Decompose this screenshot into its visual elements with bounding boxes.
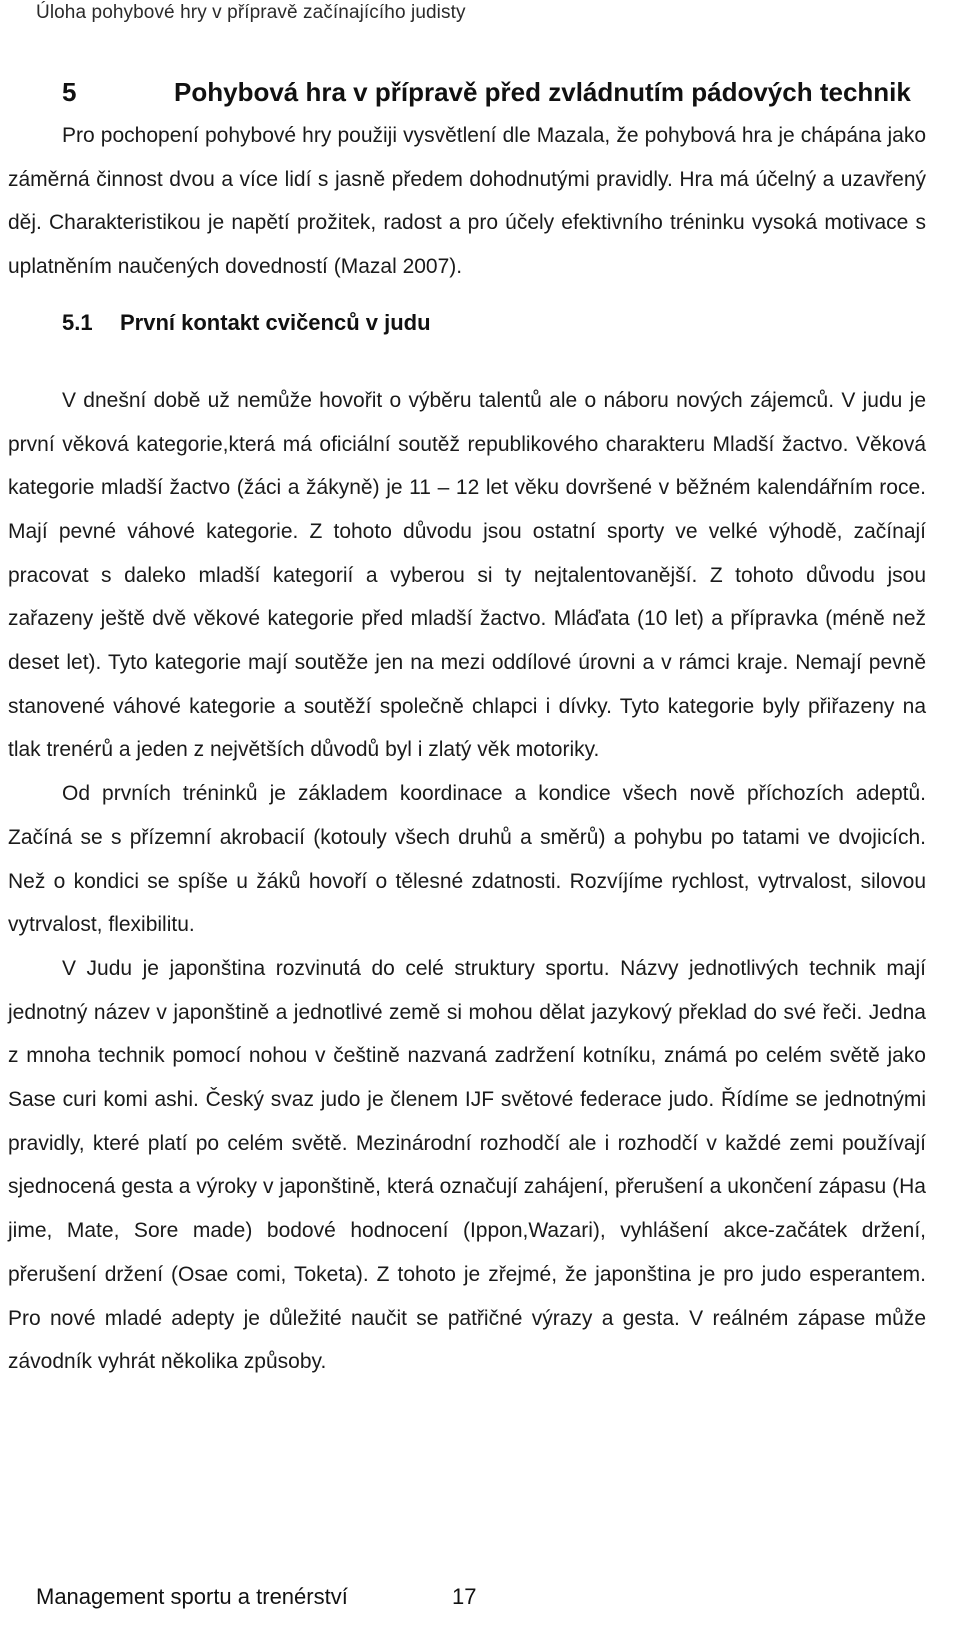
section-paragraph-1: V dnešní době už nemůže hovořit o výběru talentů ale o náboru nových zájemců. V judu je první věková kategorie,která má oficiální soutěž republikového charakteru Mladší žactvo. Věková kategorie mladší žactvo (žáci a žákyně) je 11 – 12 let věku dovršené v běžném kalendářním roce. Mají pevné váhové kategorie. Z tohoto důvodu jsou ostatní sporty ve velké výhodě, začínají pracovat s daleko mladší kategorií a vyberou si ty nejtalentovanější. Z tohoto důvodu jsou zařazeny ještě dvě věkové kategorie před mladší žactvo. Mláďata (10 let) a přípravka (méně než deset let). Tyto kategorie mají soutěže jen na mezi oddílové úrovni a v rámci kraje. Nemají pevně stanovené váhové kategorie a soutěží společně chlapci i dívky. Tyto kategorie byly přiřazeny na tlak trenérů a jeden z největších důvodů byl i zlatý věk motoriky. — [8, 388, 926, 762]
running-footer: Management sportu a trenérství — [36, 1584, 348, 1609]
section-paragraph-2: Od prvních tréninků je základem koordinace a kondice všech nově příchozích adeptů. Začíná se s přízemní akrobacií (kotouly všech druhů a směrů) a pohybu po tatami ve dvojicích. Než o kondici se spíše u žáků hovoří o tělesné zdatnosti. Rozvíjíme rychlost, vytrvalost, silovou vytrvalost, flexibilitu. — [8, 782, 926, 937]
chapter-number: 5 — [62, 77, 77, 107]
section-number: 5.1 — [62, 309, 93, 335]
section-title: První kontakt cvičenců v judu — [120, 309, 431, 335]
page-content — [8, 70, 926, 1384]
spacer — [8, 289, 926, 301]
running-header: Úloha pohybové hry v přípravě začínajícího judisty — [36, 2, 466, 23]
section-heading — [8, 301, 926, 345]
chapter-paragraph: Pro pochopení pohybové hry použiji vysvětlení dle Mazala, že pohybová hra je chápána jako záměrná činnost dvou a více lidí s jasně předem dohodnutými pravidly. Hra má účelný a uzavřený děj. Charakteristikou je napětí prožitek, radost a pro účely efektivního tréninku vysoká motivace s uplatněním naučených dovedností (Mazal 2007). — [8, 124, 926, 279]
section-paragraph-3: V Judu je japonština rozvinutá do celé struktury sportu. Názvy jednotlivých technik mají jednotný název v japonštině a jednotlivé země si mohou dělat jazykový překlad do své řeči. Jedna z mnoha technik pomocí nohou v češtině nazvaná zadržení kotníku, známá po celém světě jako Sase curi komi ashi. Český svaz judo je členem IJF světové federace judo. Řídíme se jednotnými pravidly, které platí po celém světě. Mezinárodní rozhodčí ale i rozhodčí v každé zemi používají sjednocená gesta a výroky v japonštině, která označují zahájení, přerušení a ukončení zápasu (Ha jime, Mate, Sore made) bodové hodnocení (Ippon,Wazari), vyhlášení akce-začátek držení, přerušení držení (Osae comi, Toketa). Z tohoto je zřejmé, že japonština je pro judo esperantem. Pro nové mladé adepty je důležité naučit se patřičné výrazy a gesta. V reálném zápase může závodník vyhrát několika způsoby. — [8, 956, 926, 1374]
chapter-heading — [8, 70, 926, 114]
page-number: 17 — [452, 1584, 477, 1609]
chapter-title: Pohybová hra v přípravě před zvládnutím pádových technik — [174, 77, 911, 107]
spacer — [8, 345, 926, 379]
